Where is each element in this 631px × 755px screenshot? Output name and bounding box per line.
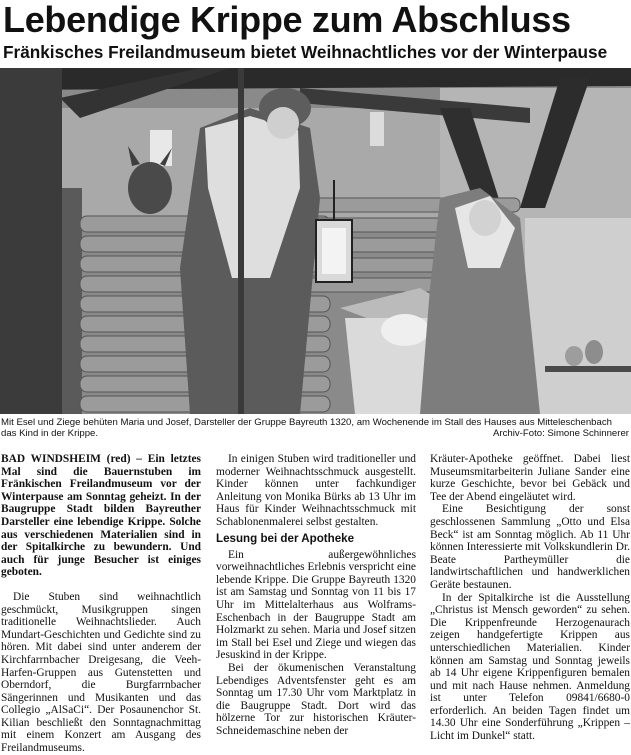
dateline: BAD WINDSHEIM (red) – bbox=[1, 453, 142, 465]
paragraph-2: In einigen Stuben wird traditioneller und moderner Weihnachtsschmuck ausgestellt. Kinder können unter fachkundiger Anleitung von Monika Bürks ab 13 Uhr im Haus für Kinder Weihnachtsschmuck mit Schablonenmalerei selbst gestalten. bbox=[216, 453, 416, 528]
photo-credit: Archiv-Foto: Simone Schinnerer bbox=[493, 428, 629, 439]
paragraph-4-continued: Kräuter-Apotheke geöffnet. Dabei liest Museumsmitarbeiterin Juliane Sander eine kurze Geschichte, bevor bei Gebäck und Tee der Abend eingeläutet wird. bbox=[430, 453, 630, 503]
article-column-3 bbox=[430, 453, 630, 743]
article-column-1 bbox=[1, 453, 201, 755]
photo-caption bbox=[1, 417, 629, 439]
paragraph-4: Bei der ökumenischen Veranstaltung Lebendiges Adventsfenster geht es am Sonntag um 17.30 Uhr vom Marktplatz in die Baugruppe Stadt. Dort wird das hölzerne Tor zur historischen Kräuter-Schneidemaschine neben der bbox=[216, 661, 416, 737]
caption-text: Mit Esel und Ziege behüten Maria und Josef, Darsteller der Gruppe Bayreuth 1320, am Wochenende im Stall des Hauses aus Mitteleschenbach das Kind in der Krippe. bbox=[1, 417, 612, 439]
lead-paragraph bbox=[1, 453, 201, 579]
nativity-photo bbox=[0, 68, 631, 414]
paragraph-5: Eine Besichtigung der sonst geschlossenen Sammlung „Otto und Elsa Beck“ ist am Sonntag möglich. Ab 11 Uhr können Interessierte mit Volkskundlerin Dr. Beate Partheymüller die landwirtschaftlichen und handwerklichen Geräte bestaunen. bbox=[430, 503, 630, 591]
paragraph-3: Ein außergewöhnliches vorweihnachtliches Erlebnis verspricht eine lebende Krippe. Die Gruppe Bayreuth 1320 ist am Samstag und Sonntag von 11 bis 17 Uhr im Mittelalterhaus aus Wolframs-Eschenbach in der Baugruppe Stadt am Holzmarkt zu sehen. Maria und Josef sitzen im Stall bei Esel und Ziege und wiegen das Jesuskind in der Krippe. bbox=[216, 548, 416, 662]
headline: Lebendige Krippe zum Abschluss bbox=[3, 0, 571, 40]
subheadline: Fränkisches Freilandmuseum bietet Weihnachtliches vor der Winterpause bbox=[3, 42, 608, 62]
paragraph-6: In der Spitalkirche ist die Ausstellung „Christus ist Mensch geworden“ zu sehen. Die Krippenfreunde Herzogenaurach zeigen handgefertigte Krippen aus unterschiedlichen Materialien. Kinder können am Samstag und Sonntag jeweils ab 14 Uhr eigene Krippenfiguren bemalen und mit nach Hause nehmen. Anmeldung ist unter Telefon 09841/6680-0 erforderlich. An beiden Tagen findet um 14.30 Uhr eine Sonderführung „Krippen – Licht im Dunkel“ statt. bbox=[430, 591, 630, 743]
subheading: Lesung bei der Apotheke bbox=[216, 531, 355, 545]
article-column-2 bbox=[216, 453, 416, 737]
lead-text: Ein letztes Mal sind die Bauernstuben im Fränkischen Freilandmuseum vor der Winterpause am Sonntag geheizt. In der Baugruppe Stadt bilden Bayreuther Darsteller eine lebendige Krippe. Solche aus verschiedenen Materialien sind in der Spitalkirche zu bewundern. Und auch für junge Besucher ist einiges geboten. bbox=[1, 453, 201, 579]
article-body bbox=[0, 453, 631, 755]
paragraph-1: Die Stuben sind weihnachtlich geschmückt, Musikgruppen singen traditionelle Weihnachtslieder. Auch Mundart-Geschichten und Gedichte sind zu hören. Mit dabei sind unter anderem der Kirchfarrnbacher Dreigesang, die Veeh-Harfen-Gruppen aus Gutenstetten und Oberndorf, die Burgfarrnbacher Sängerinnen und Musikanten und das Collegio „AlSaCi“. Der Posaunenchor St. Kilian beschließt den Sonntagnachmittag mit einem Konzert am Ausgang des Freilandmuseums. bbox=[1, 590, 201, 755]
